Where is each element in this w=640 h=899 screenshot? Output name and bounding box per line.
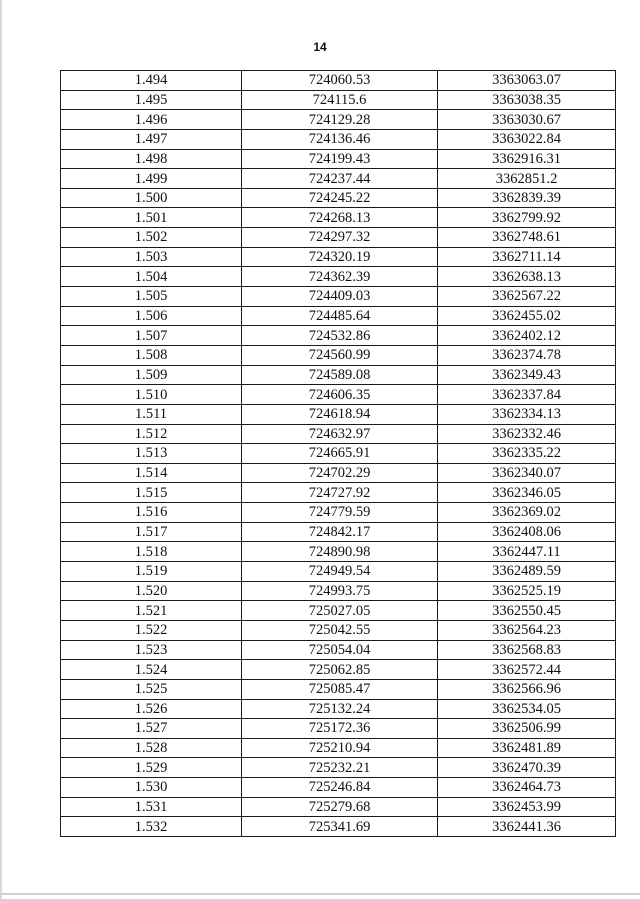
y-coordinate-cell: 3362335.22 <box>438 444 616 464</box>
x-coordinate-cell: 725246.84 <box>242 778 438 798</box>
x-coordinate-cell: 725341.69 <box>242 817 438 837</box>
x-coordinate-cell: 724665.91 <box>242 444 438 464</box>
x-coordinate-cell: 725054.04 <box>242 640 438 660</box>
point-number-cell: 1.498 <box>61 149 242 169</box>
point-number-cell: 1.507 <box>61 326 242 346</box>
point-number-cell: 1.494 <box>61 71 242 91</box>
point-number-cell: 1.529 <box>61 758 242 778</box>
y-coordinate-cell: 3362525.19 <box>438 581 616 601</box>
point-number-cell: 1.510 <box>61 385 242 405</box>
point-number-cell: 1.505 <box>61 287 242 307</box>
point-number-cell: 1.502 <box>61 228 242 248</box>
point-number-cell: 1.525 <box>61 679 242 699</box>
x-coordinate-cell: 724702.29 <box>242 463 438 483</box>
y-coordinate-cell: 3362568.83 <box>438 640 616 660</box>
x-coordinate-cell: 724136.46 <box>242 129 438 149</box>
point-number-cell: 1.530 <box>61 778 242 798</box>
table-row <box>61 601 616 621</box>
x-coordinate-cell: 724632.97 <box>242 424 438 444</box>
table-row <box>61 287 616 307</box>
y-coordinate-cell: 3363063.07 <box>438 71 616 91</box>
table-row <box>61 660 616 680</box>
point-number-cell: 1.518 <box>61 542 242 562</box>
table-row <box>61 562 616 582</box>
y-coordinate-cell: 3362441.36 <box>438 817 616 837</box>
y-coordinate-cell: 3362369.02 <box>438 503 616 523</box>
y-coordinate-cell: 3362916.31 <box>438 149 616 169</box>
y-coordinate-cell: 3362453.99 <box>438 797 616 817</box>
point-number-cell: 1.514 <box>61 463 242 483</box>
y-coordinate-cell: 3362550.45 <box>438 601 616 621</box>
point-number-cell: 1.532 <box>61 817 242 837</box>
table-row <box>61 188 616 208</box>
table-row <box>61 385 616 405</box>
point-number-cell: 1.524 <box>61 660 242 680</box>
x-coordinate-cell: 725062.85 <box>242 660 438 680</box>
table-row <box>61 129 616 149</box>
table-row <box>61 149 616 169</box>
point-number-cell: 1.503 <box>61 247 242 267</box>
table-row <box>61 345 616 365</box>
x-coordinate-cell: 724237.44 <box>242 169 438 189</box>
x-coordinate-cell: 724115.6 <box>242 90 438 110</box>
table-row <box>61 483 616 503</box>
y-coordinate-cell: 3363030.67 <box>438 110 616 130</box>
point-number-cell: 1.523 <box>61 640 242 660</box>
x-coordinate-cell: 724362.39 <box>242 267 438 287</box>
y-coordinate-cell: 3362346.05 <box>438 483 616 503</box>
x-coordinate-cell: 724297.32 <box>242 228 438 248</box>
x-coordinate-cell: 724320.19 <box>242 247 438 267</box>
point-number-cell: 1.520 <box>61 581 242 601</box>
y-coordinate-cell: 3362534.05 <box>438 699 616 719</box>
x-coordinate-cell: 724485.64 <box>242 306 438 326</box>
x-coordinate-cell: 724779.59 <box>242 503 438 523</box>
x-coordinate-cell: 724560.99 <box>242 345 438 365</box>
table-row <box>61 463 616 483</box>
point-number-cell: 1.506 <box>61 306 242 326</box>
coordinates-table <box>60 70 616 837</box>
y-coordinate-cell: 3362447.11 <box>438 542 616 562</box>
y-coordinate-cell: 3362337.84 <box>438 385 616 405</box>
x-coordinate-cell: 724199.43 <box>242 149 438 169</box>
y-coordinate-cell: 3362374.78 <box>438 345 616 365</box>
x-coordinate-cell: 725172.36 <box>242 719 438 739</box>
point-number-cell: 1.531 <box>61 797 242 817</box>
point-number-cell: 1.512 <box>61 424 242 444</box>
y-coordinate-cell: 3362506.99 <box>438 719 616 739</box>
x-coordinate-cell: 724268.13 <box>242 208 438 228</box>
x-coordinate-cell: 724993.75 <box>242 581 438 601</box>
table-row <box>61 326 616 346</box>
table-row <box>61 581 616 601</box>
point-number-cell: 1.528 <box>61 738 242 758</box>
y-coordinate-cell: 3362340.07 <box>438 463 616 483</box>
point-number-cell: 1.516 <box>61 503 242 523</box>
x-coordinate-cell: 724949.54 <box>242 562 438 582</box>
y-coordinate-cell: 3363038.35 <box>438 90 616 110</box>
table-row <box>61 267 616 287</box>
table-row <box>61 71 616 91</box>
table-row <box>61 758 616 778</box>
y-coordinate-cell: 3362564.23 <box>438 620 616 640</box>
y-coordinate-cell: 3362455.02 <box>438 306 616 326</box>
table-row <box>61 522 616 542</box>
page-edge <box>0 0 2 899</box>
point-number-cell: 1.504 <box>61 267 242 287</box>
point-number-cell: 1.526 <box>61 699 242 719</box>
table-row <box>61 542 616 562</box>
table-row <box>61 306 616 326</box>
x-coordinate-cell: 724842.17 <box>242 522 438 542</box>
table-row <box>61 817 616 837</box>
page-number: 14 <box>313 40 327 54</box>
table-row <box>61 699 616 719</box>
y-coordinate-cell: 3362799.92 <box>438 208 616 228</box>
point-number-cell: 1.519 <box>61 562 242 582</box>
point-number-cell: 1.499 <box>61 169 242 189</box>
x-coordinate-cell: 725027.05 <box>242 601 438 621</box>
table-row <box>61 640 616 660</box>
y-coordinate-cell: 3362408.06 <box>438 522 616 542</box>
table-row <box>61 620 616 640</box>
y-coordinate-cell: 3362332.46 <box>438 424 616 444</box>
x-coordinate-cell: 724409.03 <box>242 287 438 307</box>
point-number-cell: 1.497 <box>61 129 242 149</box>
x-coordinate-cell: 724618.94 <box>242 404 438 424</box>
x-coordinate-cell: 724727.92 <box>242 483 438 503</box>
x-coordinate-cell: 724606.35 <box>242 385 438 405</box>
point-number-cell: 1.509 <box>61 365 242 385</box>
point-number-cell: 1.527 <box>61 719 242 739</box>
table-row <box>61 365 616 385</box>
table-row <box>61 169 616 189</box>
point-number-cell: 1.521 <box>61 601 242 621</box>
point-number-cell: 1.522 <box>61 620 242 640</box>
x-coordinate-cell: 725042.55 <box>242 620 438 640</box>
x-coordinate-cell: 724245.22 <box>242 188 438 208</box>
table-row <box>61 679 616 699</box>
x-coordinate-cell: 724060.53 <box>242 71 438 91</box>
table-row <box>61 797 616 817</box>
y-coordinate-cell: 3362638.13 <box>438 267 616 287</box>
y-coordinate-cell: 3362748.61 <box>438 228 616 248</box>
y-coordinate-cell: 3362481.89 <box>438 738 616 758</box>
y-coordinate-cell: 3362572.44 <box>438 660 616 680</box>
y-coordinate-cell: 3362566.96 <box>438 679 616 699</box>
y-coordinate-cell: 3363022.84 <box>438 129 616 149</box>
point-number-cell: 1.511 <box>61 404 242 424</box>
y-coordinate-cell: 3362349.43 <box>438 365 616 385</box>
table-row <box>61 738 616 758</box>
point-number-cell: 1.517 <box>61 522 242 542</box>
y-coordinate-cell: 3362334.13 <box>438 404 616 424</box>
y-coordinate-cell: 3362402.12 <box>438 326 616 346</box>
x-coordinate-cell: 725132.24 <box>242 699 438 719</box>
table-row <box>61 424 616 444</box>
point-number-cell: 1.495 <box>61 90 242 110</box>
x-coordinate-cell: 724890.98 <box>242 542 438 562</box>
x-coordinate-cell: 724129.28 <box>242 110 438 130</box>
table-row <box>61 110 616 130</box>
coordinates-table-body <box>61 71 616 837</box>
page-bottom-edge <box>0 893 640 895</box>
table-row <box>61 404 616 424</box>
y-coordinate-cell: 3362567.22 <box>438 287 616 307</box>
table-row <box>61 90 616 110</box>
table-row <box>61 503 616 523</box>
point-number-cell: 1.496 <box>61 110 242 130</box>
y-coordinate-cell: 3362470.39 <box>438 758 616 778</box>
y-coordinate-cell: 3362839.39 <box>438 188 616 208</box>
x-coordinate-cell: 725085.47 <box>242 679 438 699</box>
x-coordinate-cell: 724589.08 <box>242 365 438 385</box>
table-row <box>61 719 616 739</box>
y-coordinate-cell: 3362711.14 <box>438 247 616 267</box>
point-number-cell: 1.508 <box>61 345 242 365</box>
point-number-cell: 1.515 <box>61 483 242 503</box>
point-number-cell: 1.513 <box>61 444 242 464</box>
y-coordinate-cell: 3362489.59 <box>438 562 616 582</box>
table-row <box>61 208 616 228</box>
point-number-cell: 1.501 <box>61 208 242 228</box>
point-number-cell: 1.500 <box>61 188 242 208</box>
table-row <box>61 444 616 464</box>
table-row <box>61 778 616 798</box>
x-coordinate-cell: 724532.86 <box>242 326 438 346</box>
table-row <box>61 228 616 248</box>
x-coordinate-cell: 725279.68 <box>242 797 438 817</box>
x-coordinate-cell: 725232.21 <box>242 758 438 778</box>
y-coordinate-cell: 3362851.2 <box>438 169 616 189</box>
y-coordinate-cell: 3362464.73 <box>438 778 616 798</box>
x-coordinate-cell: 725210.94 <box>242 738 438 758</box>
table-row <box>61 247 616 267</box>
